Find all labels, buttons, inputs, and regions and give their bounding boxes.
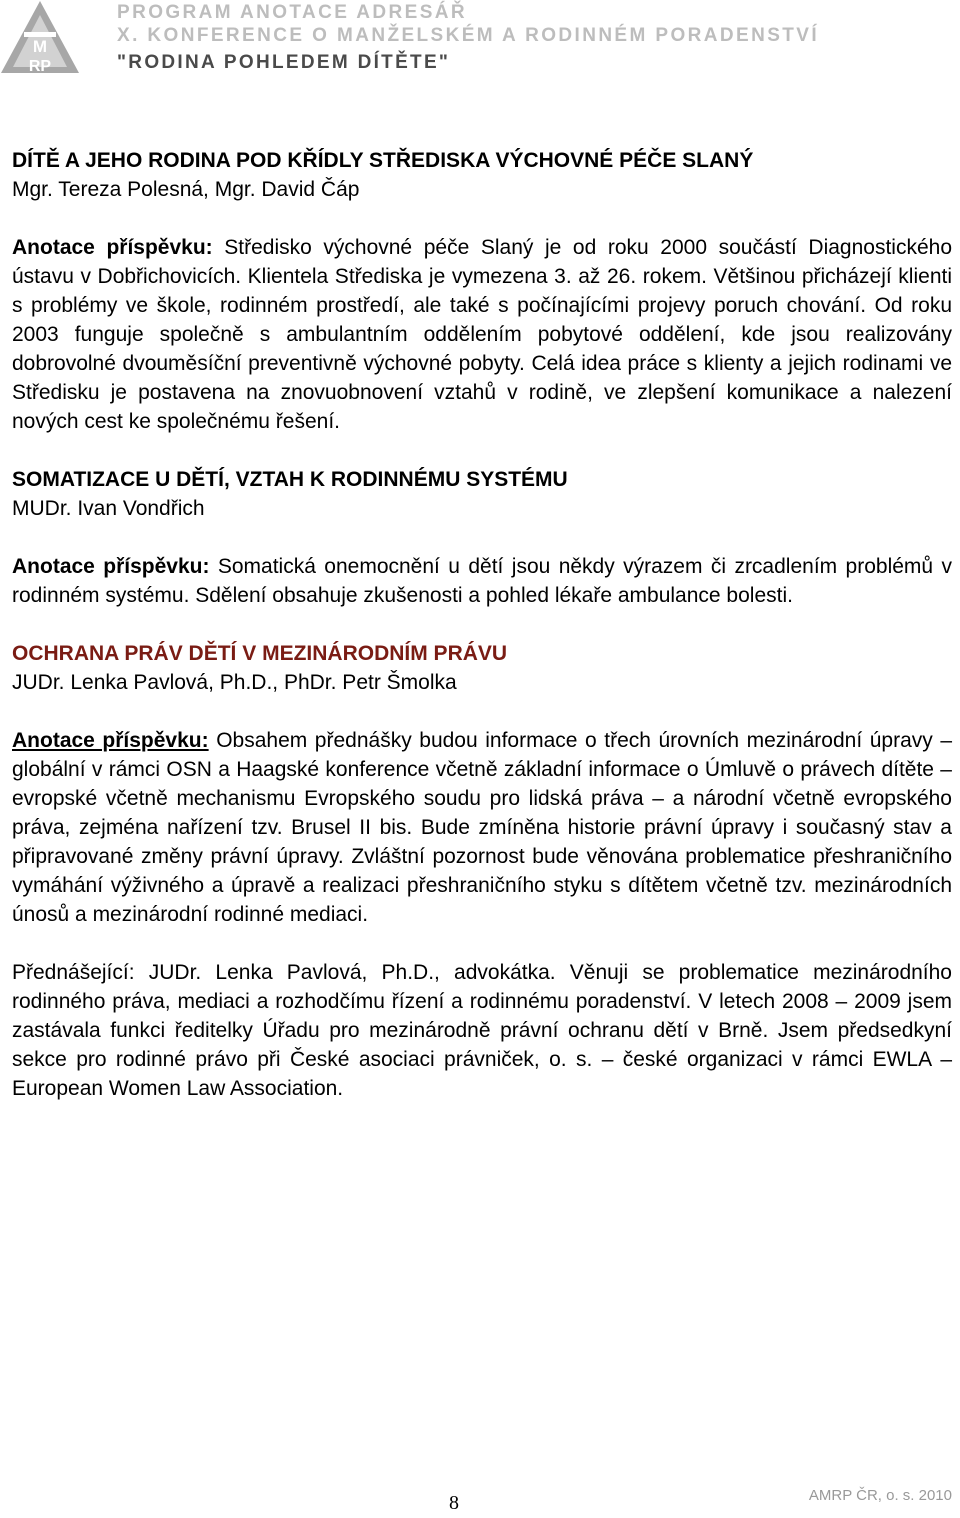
header-conference-title: X. KONFERENCE O MANŽELSKÉM A RODINNÉM PORADENSTVÍ <box>117 25 820 46</box>
section-ochrana-prav <box>12 639 952 1103</box>
annotation-paragraph <box>12 726 952 929</box>
annotation-text: Středisko výchovné péče Slaný je od roku 2000 součástí Diagnostického ústavu v Dobřichovicích. Klientela Střediska je vymezena 3. až 26. rokem. Většinou přicházejí klienti s problémy ve škole, rodinném prostředí, ale také s počínajícími projevy poruch chování. Od roku 2003 funguje společně s ambulantním oddělením pobytové oddělení, kde jsou realizovány dobrovolné dvouměsíční preventivně výchovné pobyty. Celá idea práce s klienty a jejich rodinami ve Středisku je postavena na znovuobnovení vztahů v rodině, ve zlepšení komunikace a nalezení nových cest ke společnému řešení. <box>12 236 953 433</box>
header-program-nav: PROGRAM ANOTACE ADRESÁŘ <box>117 2 468 23</box>
svg-text:M: M <box>32 37 48 56</box>
header-conference-motto: "RODINA POHLEDEM DÍTĚTE" <box>117 52 451 73</box>
annotation-text: Somatická onemocnění u dětí jsou někdy výrazem či zrcadlením problémů v rodinném systému. Sdělení obsahuje zkušenosti a pohled lékaře ambulance bolesti. <box>12 555 952 607</box>
annotation-label: Anotace příspěvku: <box>12 555 210 578</box>
amrp-logo <box>0 0 80 74</box>
section-somatizace <box>12 465 952 610</box>
svg-text:RP: RP <box>28 58 52 74</box>
document-body <box>12 146 952 1103</box>
annotation-paragraph <box>12 552 952 610</box>
page-number: 8 <box>449 1492 459 1514</box>
annotation-label: Anotace příspěvku: <box>12 729 209 752</box>
section-title: OCHRANA PRÁV DĚTÍ V MEZINÁRODNÍM PRÁVU <box>12 642 508 665</box>
section-author: Mgr. Tereza Polesná, Mgr. David Čáp <box>12 178 360 201</box>
section-author: MUDr. Ivan Vondřich <box>12 497 205 520</box>
section-title: DÍTĚ A JEHO RODINA POD KŘÍDLY STŘEDISKA VÝCHOVNÉ PÉČE SLANÝ <box>12 149 754 172</box>
section-title: SOMATIZACE U DĚTÍ, VZTAH K RODINNÉMU SYSTÉMU <box>12 468 568 491</box>
annotation-text: Obsahem přednášky budou informace o třech úrovních mezinárodní úpravy – globální v rámci OSN a Haagské konference včetně základní informace o Úmluvě o právech dítěte – evropské včetně mechanismu Evropského soudu pro lidská práva – a národní včetně evropského práva, zejména nařízení tzv. Brusel II bis. Bude zmíněna historie právní úpravy i současný stav a připravované změny právní úpravy. Zvláštní pozornost bude věnována problematice přeshraničního vymáhání výživného a úpravě a realizaci přeshraničního styku s dítětem včetně tzv. mezinárodních únosů a mezinárodní rodinné mediaci. <box>12 729 952 926</box>
lecturer-paragraph: Přednášející: JUDr. Lenka Pavlová, Ph.D., advokátka. Věnuji se problematice mezinárodního rodinného práva, mediaci a rozhodčímu řízení a rodinnému poradenství. V letech 2008 – 2009 jsem zastávala funkci ředitelky Úřadu pro mezinárodně právní ochranu dětí v Brně. Jsem předsedkyní sekce pro rodinné právo při České asociaci právniček, o. s. – české organizaci v rámci EWLA – European Women Law Association. <box>12 961 952 1100</box>
annotation-label: Anotace příspěvku: <box>12 236 213 259</box>
annotation-paragraph <box>12 233 952 436</box>
section-slany <box>12 146 952 436</box>
footer-copyright: AMRP ČR, o. s. 2010 <box>808 1487 952 1504</box>
section-author: JUDr. Lenka Pavlová, Ph.D., PhDr. Petr Šmolka <box>12 671 457 694</box>
